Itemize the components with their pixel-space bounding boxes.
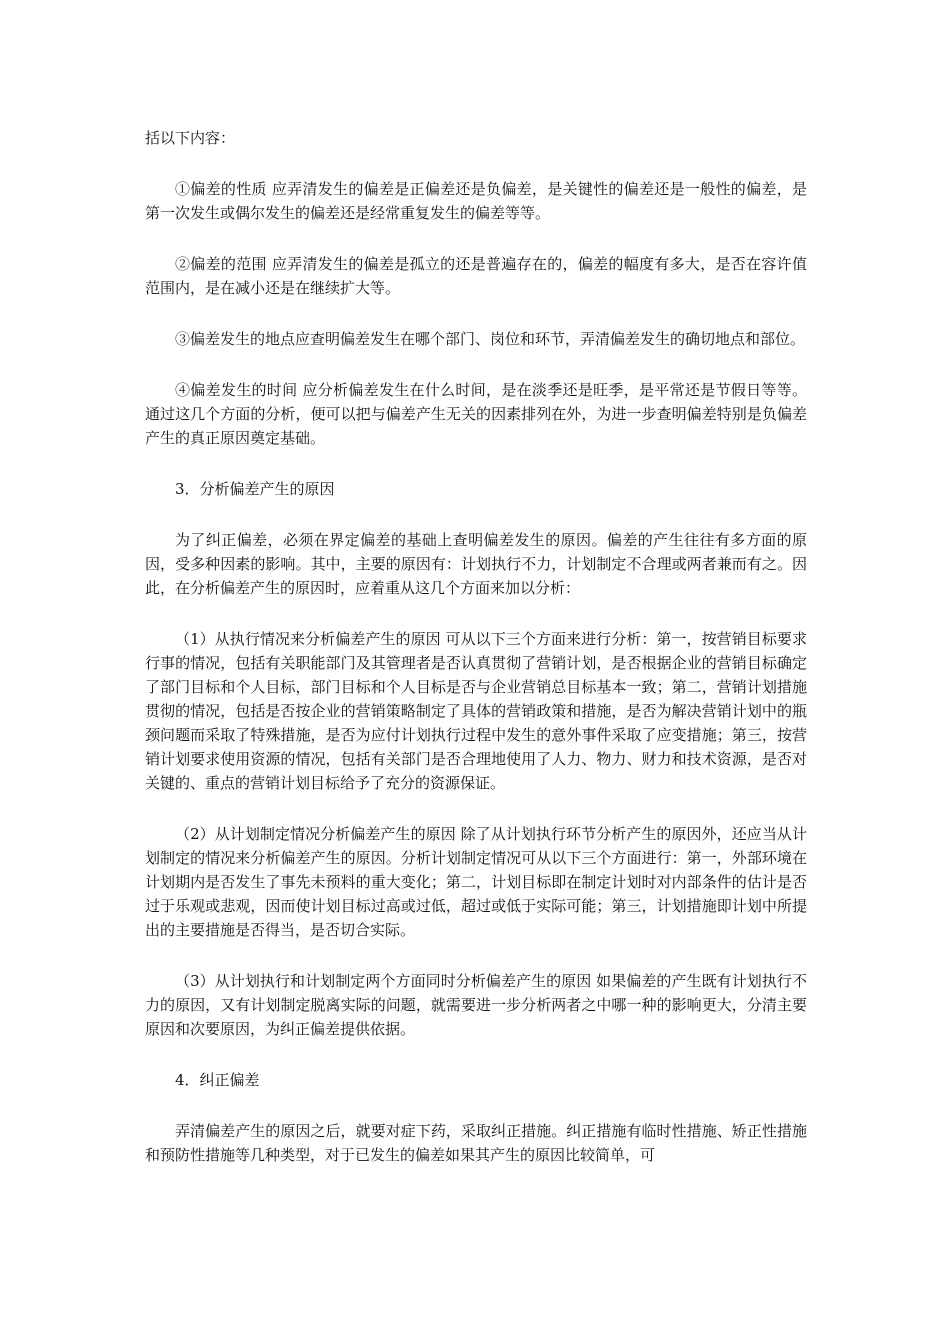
paragraph-correction: 弄清偏差产生的原因之后，就要对症下药，采取纠正措施。纠正措施有临时性措施、矫正性措施和预防性措施等几种类型，对于已发生的偏差如果其产生的原因比较简单，可 (145, 1122, 807, 1164)
paragraph-cause-overview: 为了纠正偏差，必须在界定偏差的基础上查明偏差发生的原因。偏差的产生往往有多方面的原因，受多种因素的影响。其中，主要的原因有：计划执行不力，计划制定不合理或两者兼而有之。因此，在分析偏差产生的原因时，应着重从这几个方面来加以分析： (145, 531, 807, 597)
paragraph-deviation-time: ④偏差发生的时间 应分析偏差发生在什么时间，是在淡季还是旺季，是平常还是节假日等等。通过这几个方面的分析，便可以把与偏差产生无关的因素排列在外，为进一步查明偏差特别是负偏差产生的真正原因奠定基础。 (145, 381, 807, 447)
paragraph-deviation-location: ③偏差发生的地点应查明偏差发生在哪个部门、岗位和环节，弄清偏差发生的确切地点和部位。 (175, 330, 806, 348)
paragraph-deviation-nature: ①偏差的性质 应弄清发生的偏差是正偏差还是负偏差，是关键性的偏差还是一般性的偏差，是第一次发生或偶尔发生的偏差还是经常重复发生的偏差等等。 (145, 180, 807, 222)
paragraph-deviation-scope: ②偏差的范围 应弄清发生的偏差是孤立的还是普遍存在的，偏差的幅度有多大，是否在容许值范围内，是在减小还是在继续扩大等。 (145, 255, 807, 297)
paragraph-cause-execution: （1）从执行情况来分析偏差产生的原因 可从以下三个方面来进行分析：第一，按营销目标要求行事的情况，包括有关职能部门及其管理者是否认真贯彻了营销计划，是否根据企业的营销目标确定了部门目标和个人目标，部门目标和个人目标是否与企业营销总目标基本一致；第二，营销计划措施贯彻的情况，包括是否按企业的营销策略制定了具体的营销政策和措施，是否为解决营销计划中的瓶颈问题而采取了特殊措施，是否为应付计划执行过程中发生的意外事件采取了应变措施；第三，按营销计划要求使用资源的情况，包括有关部门是否合理地使用了人力、物力、财力和技术资源，是否对关键的、重点的营销计划目标给予了充分的资源保证。 (145, 630, 807, 792)
paragraph-intro: 括以下内容： (145, 129, 236, 147)
document-body (145, 126, 807, 1194)
section-heading-3: 3．分析偏差产生的原因 (175, 480, 335, 498)
section-heading-4: 4．纠正偏差 (175, 1071, 260, 1089)
paragraph-cause-both: （3）从计划执行和计划制定两个方面同时分析偏差产生的原因 如果偏差的产生既有计划执行不力的原因，又有计划制定脱离实际的问题，就需要进一步分析两者之中哪一种的影响更大，分清主要原因和次要原因，为纠正偏差提供依据。 (145, 972, 807, 1038)
paragraph-cause-planning: （2）从计划制定情况分析偏差产生的原因 除了从计划执行环节分析产生的原因外，还应当从计划制定的情况来分析偏差产生的原因。分析计划制定情况可从以下三个方面进行：第一，外部环境在计划期内是否发生了事先未预料的重大变化；第二，计划目标即在制定计划时对内部条件的估计是否过于乐观或悲观，因而使计划目标过高或过低，超过或低于实际可能；第三，计划措施即计划中所提出的主要措施是否得当，是否切合实际。 (145, 825, 807, 939)
